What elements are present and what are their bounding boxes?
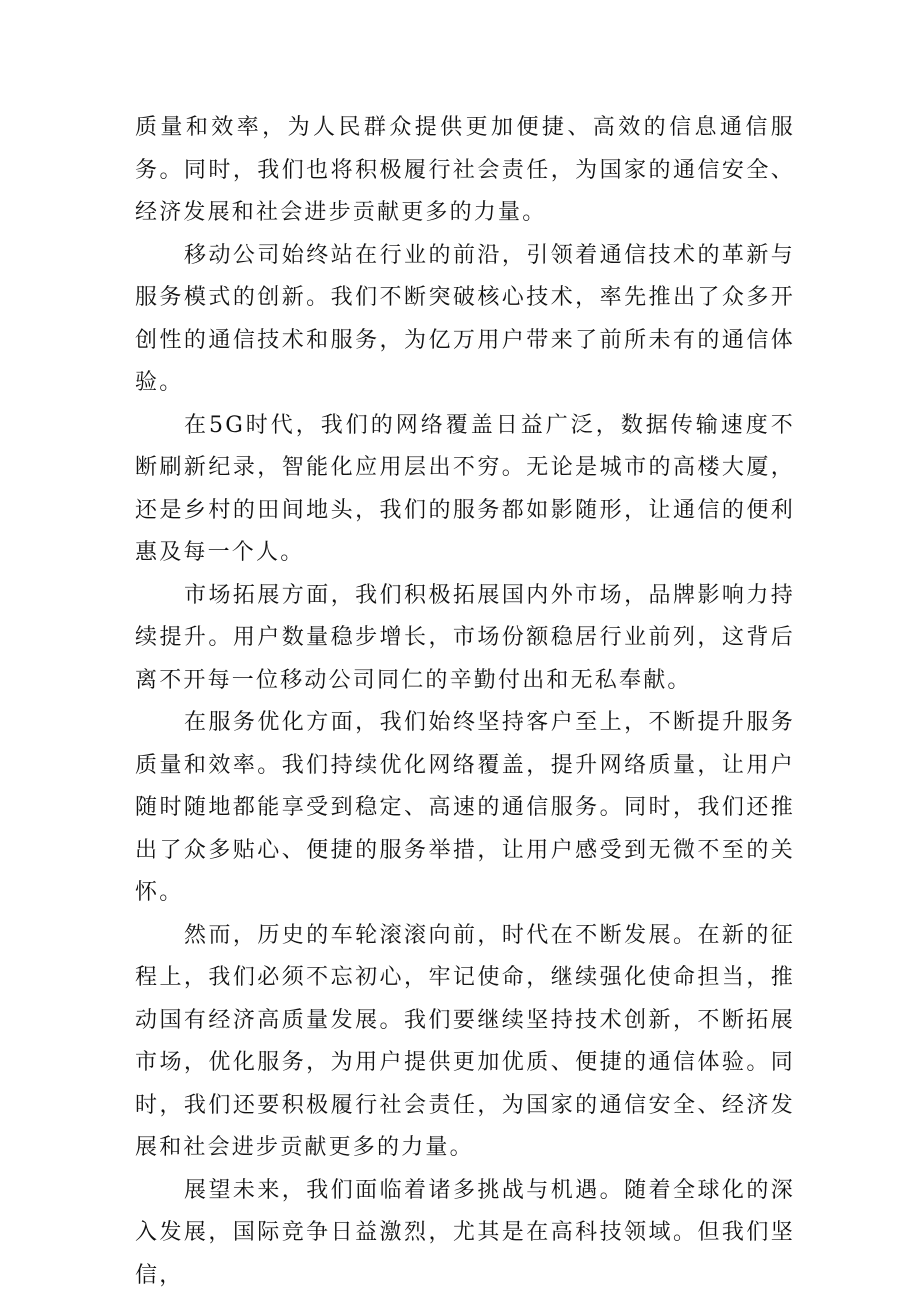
paragraph-new-journey: 然而，历史的车轮滚滚向前，时代在不断发展。在新的征程上，我们必须不忘初心，牢记使命，继续强化使命担当，推动国有经济高质量发展。我们要继续坚持技术创新，不断拓展市场，优化服务，为用户提供更加优质、便捷的通信体验。同时，我们还要积极履行社会责任，为国家的通信安全、经济发展和社会进步贡献更多的力量。 bbox=[135, 922, 795, 1160]
paragraph-outlook: 展望未来，我们面临着诸多挑战与机遇。随着全球化的深入发展，国际竞争日益激烈，尤其是在高科技领域。但我们坚信， bbox=[135, 1177, 795, 1288]
paragraph-industry-frontier: 移动公司始终站在行业的前沿，引领着通信技术的革新与服务模式的创新。我们不断突破核心技术，率先推出了众多开创性的通信技术和服务，为亿万用户带来了前所未有的通信体验。 bbox=[135, 242, 795, 395]
paragraph-5g-era: 在5G时代，我们的网络覆盖日益广泛，数据传输速度不断刷新纪录，智能化应用层出不穷。无论是城市的高楼大厦，还是乡村的田间地头，我们的服务都如影随形，让通信的便利惠及每一个人。 bbox=[135, 412, 795, 565]
paragraph-service-optimization: 在服务优化方面，我们始终坚持客户至上，不断提升服务质量和效率。我们持续优化网络覆盖，提升网络质量，让用户随时随地都能享受到稳定、高速的通信服务。同时，我们还推出了众多贴心、便捷的服务举措，让用户感受到无微不至的关怀。 bbox=[135, 710, 795, 905]
document-body bbox=[135, 107, 795, 1297]
paragraph-continuation: 质量和效率，为人民群众提供更加便捷、高效的信息通信服务。同时，我们也将积极履行社会责任，为国家的通信安全、经济发展和社会进步贡献更多的力量。 bbox=[135, 115, 795, 225]
paragraph-market-expansion: 市场拓展方面，我们积极拓展国内外市场，品牌影响力持续提升。用户数量稳步增长，市场份额稳居行业前列，这背后离不开每一位移动公司同仁的辛勤付出和无私奉献。 bbox=[135, 582, 795, 693]
